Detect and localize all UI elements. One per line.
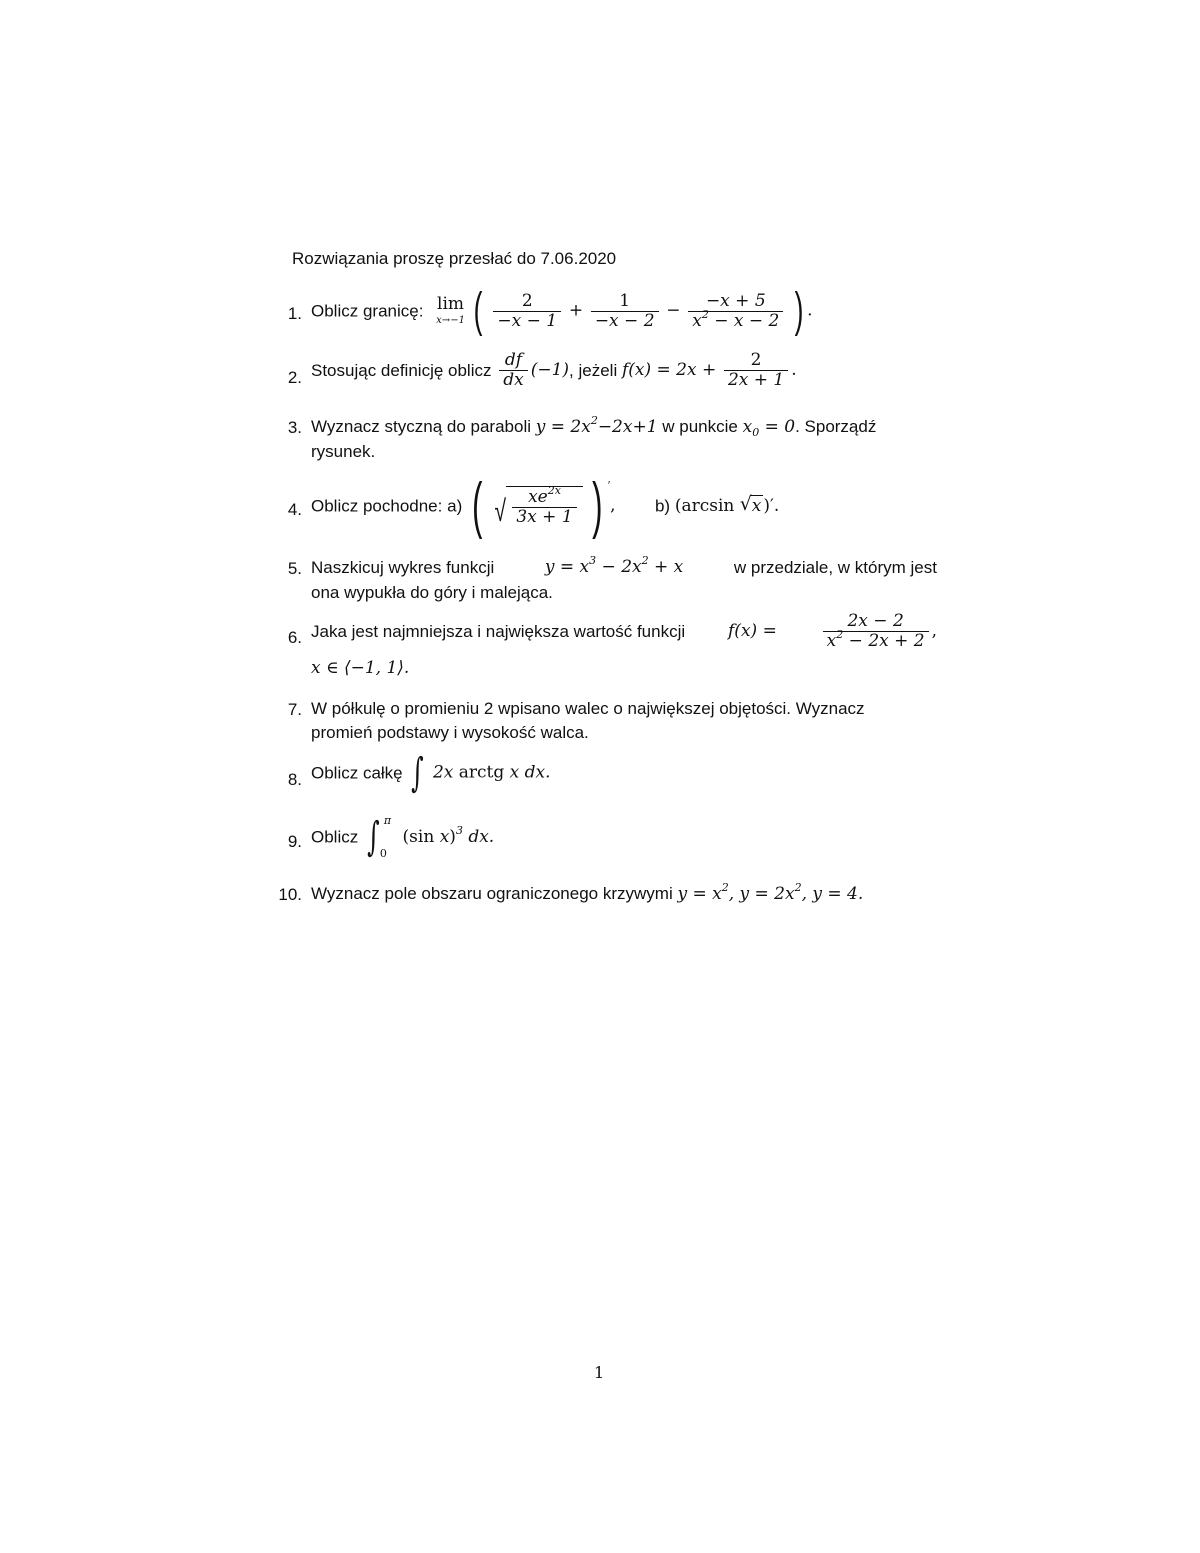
integral-sign: ∫ <box>411 750 425 796</box>
task-3-line-2: rysunek. <box>311 442 376 461</box>
task-7-number: 7. <box>287 700 302 719</box>
task-8: Oblicz całkę ∫ 2x arctg x dx. <box>311 750 551 796</box>
task-10-number: 10. <box>278 885 302 904</box>
fraction: $\frac{2}{2x + 1}$ <box>724 351 788 390</box>
task-4-number: 4. <box>287 500 302 519</box>
page-number: 1 <box>594 1363 605 1382</box>
derivative-fraction: $\frac{df}{dx}$ <box>499 351 527 390</box>
task-8-number: 8. <box>287 770 302 789</box>
fraction: $\frac{1}{-x - 2}$ <box>591 292 659 331</box>
task-2-text-b: , jeżeli <box>569 361 618 380</box>
task-1: Oblicz granicę: lim x→−1 ( $\frac{2}{-x - 1}$ + $\frac{1}{-x - 2}$ − $\frac{-x + 5}{x^2 - x - 2}$ ) . <box>311 284 813 337</box>
square-root: √ $\frac{xe^{2x}}{3x + 1}$ <box>492 486 582 527</box>
task-6-number: 6. <box>287 628 302 647</box>
fraction: $\frac{-x + 5}{x^2 - x - 2}$ <box>688 292 783 331</box>
task-7-line-1: W półkulę o promieniu 2 wpisano walec o największej objętości. Wyznacz <box>311 699 865 718</box>
task-5-line-2: ona wypukła do góry i malejąca. <box>311 583 553 602</box>
task-2-number: 2. <box>287 368 302 387</box>
task-6-line-1: Jaka jest najmniejsza i największa wartość funkcji f(x) = $\frac{2x - 2}{x^2 - 2x + 2}$ , <box>311 611 937 651</box>
task-7-line-2: promień podstawy i wysokość walca. <box>311 723 589 742</box>
task-9-number: 9. <box>287 832 302 851</box>
limit-operator: lim x→−1 <box>436 294 465 326</box>
fraction: $\frac{2}{-x - 1}$ <box>493 292 561 331</box>
task-1-number: 1. <box>287 304 302 323</box>
task-3-number: 3. <box>287 418 302 437</box>
task-1-text: Oblicz granicę: <box>311 301 424 321</box>
fraction: $\frac{2x - 2}{x^2 - 2x + 2}$ <box>823 612 929 651</box>
task-6-line-2: x ∈ ⟨−1, 1⟩. <box>311 658 410 678</box>
task-2: Stosując definicję oblicz $\frac{df}{dx}$ (−1), jeżeli f(x) = 2x + $\frac{2}{2x + 1}$ . <box>311 350 797 390</box>
integral-sign: ∫ <box>367 814 380 860</box>
task-10: Wyznacz pole obszaru ograniczonego krzywymi $y = x^2$, $y = 2x^2$, y = 4. <box>311 881 864 904</box>
task-5-line-1: Naszkicuj wykres funkcji $y = x^3 - 2x^2 + x$ w przedziale, w którym jest <box>311 554 937 577</box>
task-4: Oblicz pochodne: a) ( √ $\frac{xe^{2x}}{3x + 1}$ ) ′, b) (arcsin √ x )′. <box>311 471 780 540</box>
task-2-text-a: Stosując definicję oblicz <box>311 361 492 380</box>
task-9: Oblicz ∫ π 0 (sin x)$^3$ dx. <box>311 814 495 860</box>
task-3-line-1: Wyznacz styczną do paraboli $y = 2x^2-2x+1$ w punkcie $x_0 = 0$. Sporządź <box>311 414 877 439</box>
task-5-number: 5. <box>287 559 302 578</box>
header-note: Rozwiązania proszę przesłać do 7.06.2020 <box>292 249 617 268</box>
